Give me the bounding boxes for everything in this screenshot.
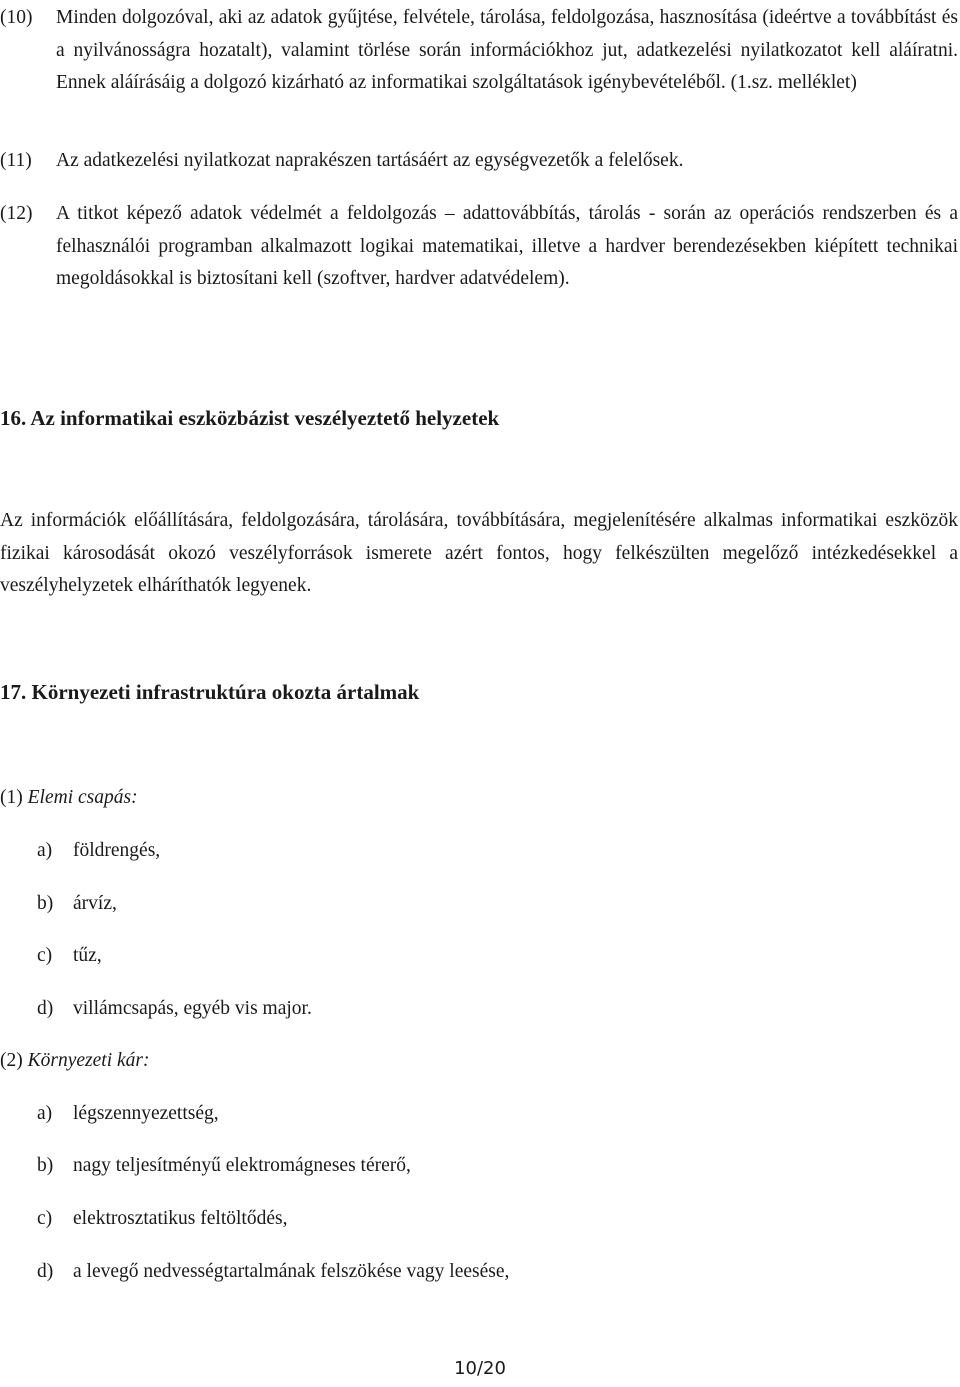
- list-item-text: légszennyezettség,: [73, 1103, 219, 1124]
- list-item: [37, 1099, 219, 1129]
- paragraph-text: A titkot képező adatok védelmét a feldolgozás – adattovábbítás, tárolás - során az operációs rendszerben és a felhasználói programban alkalmazott logikai matematikai, illetve a hardver berendezésekben kiépített technikai megoldásokkal is biztosítani kell (szoftver, hardver adatvédelem).: [56, 203, 958, 289]
- list-item-label: b): [37, 893, 54, 914]
- list-item-text: elektrosztatikus feltöltődés,: [73, 1208, 288, 1229]
- paragraph-number: (10): [0, 7, 33, 28]
- list-item-text: árvíz,: [73, 893, 117, 914]
- list-item: [37, 941, 102, 971]
- section-16-heading: 16. Az informatikai eszközbázist veszélyeztető helyzetek: [0, 406, 500, 430]
- list-item-label: a): [37, 1103, 53, 1124]
- subsection-2-title: [0, 1046, 149, 1076]
- subsection-title: Környezeti kár:: [27, 1050, 150, 1071]
- paragraph-text: Az adatkezelési nyilatkozat naprakészen tartásáért az egységvezetők a felelősek.: [56, 150, 684, 171]
- list-item-text: földrengés,: [73, 840, 161, 861]
- list-item-label: d): [37, 1261, 54, 1282]
- list-item-label: a): [37, 840, 53, 861]
- list-item-label: d): [37, 998, 54, 1019]
- list-item: [37, 994, 312, 1024]
- list-item: [37, 1151, 411, 1181]
- list-item: [37, 836, 160, 866]
- subsection-number: (1): [0, 787, 23, 808]
- page-number: 10/20: [454, 1358, 506, 1379]
- list-item: [37, 889, 117, 919]
- list-item-text: villámcsapás, egyéb vis major.: [73, 998, 312, 1019]
- list-item: [37, 1257, 509, 1287]
- list-item-text: a levegő nedvességtartalmának felszökése vagy leesése,: [73, 1261, 510, 1282]
- section-17-heading: 17. Környezeti infrastruktúra okozta ártalmak: [0, 680, 420, 704]
- paragraph-number: (12): [0, 203, 33, 224]
- section-16-text: Az információk előállítására, feldolgozására, tárolására, továbbítására, megjelenítésére alkalmas informatikai eszközök fizikai károsodását okozó veszélyforrások ismerete azért fontos, hogy felkészülten megelőző intézkedésekkel a veszélyhelyzetek elháríthatók legyenek.: [0, 510, 958, 596]
- list-item-label: b): [37, 1155, 54, 1176]
- paragraph-text: Minden dolgozóval, aki az adatok gyűjtése, felvétele, tárolása, feldolgozása, hasznosítása (ideértve a továbbítást és a nyilvánosságra hozatalt), valamint törlése során információkhoz jut, adatkezelési nyilatkozatot kell aláíratni. Ennek aláírásáig a dolgozó kizárható az informatikai szolgáltatások igénybevételéből. (1.sz. melléklet): [56, 7, 958, 93]
- list-item-label: c): [37, 1208, 53, 1229]
- subsection-number: (2): [0, 1050, 23, 1071]
- list-item: [37, 1204, 287, 1234]
- list-item-label: c): [37, 945, 53, 966]
- list-item-text: tűz,: [73, 945, 102, 966]
- list-item-text: nagy teljesítményű elektromágneses térerő,: [73, 1155, 411, 1176]
- subsection-title: Elemi csapás:: [27, 787, 138, 808]
- paragraph-number: (11): [0, 150, 32, 171]
- subsection-1-title: [0, 783, 138, 813]
